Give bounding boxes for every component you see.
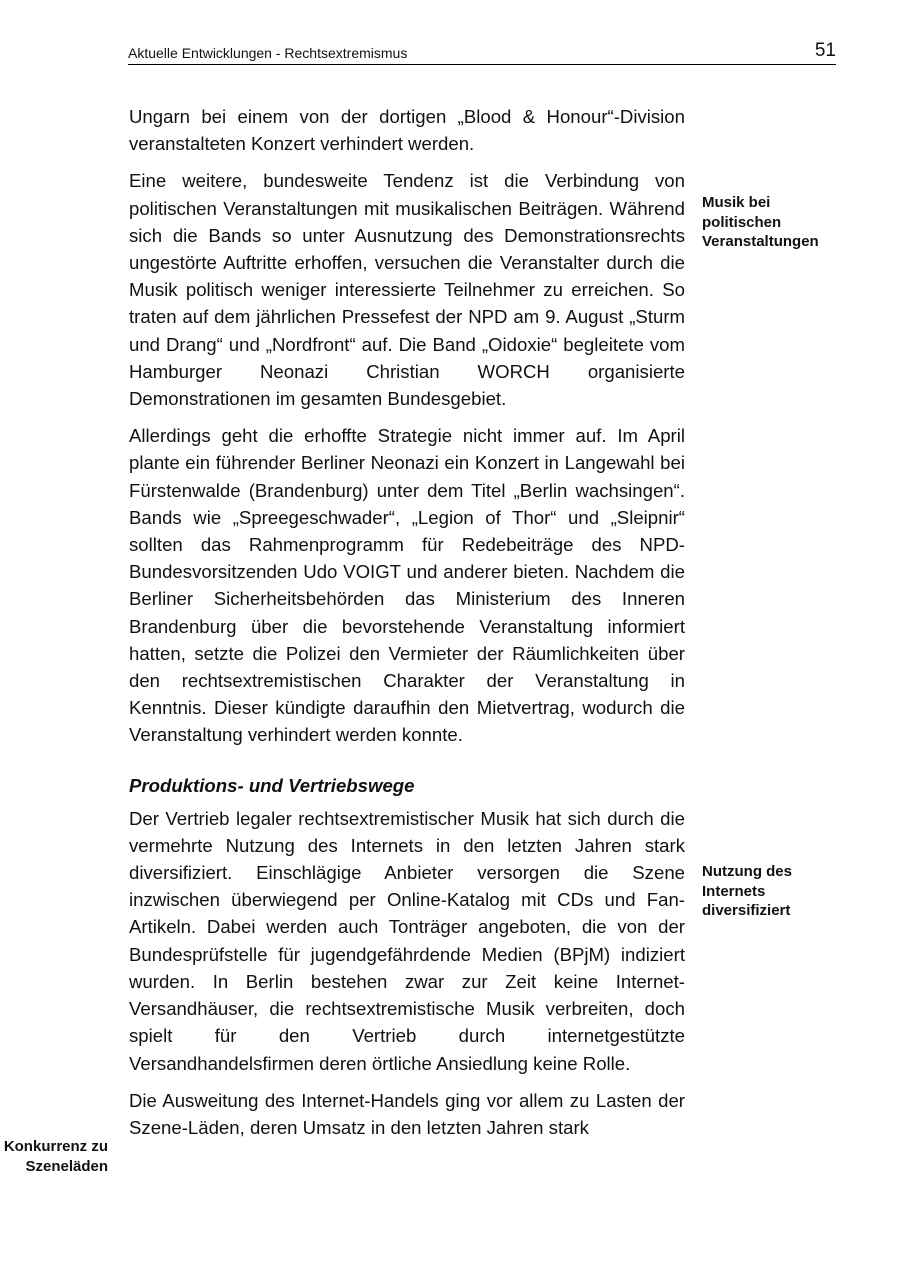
section-heading: Produktions- und Vertriebswege [129, 774, 415, 796]
paragraph-4: Der Vertrieb legaler rechtsextremistischer Musik hat sich durch die vermehrte Nutzung des Internets in den letzten Jahren stark diversifiziert. Einschlägige Anbieter versorgen die Szene inzwischen überwiegend per Online-Katalog mit CDs und Fan-Artikeln. Dabei werden auch Tonträger angeboten, die von der Bundesprüfstelle für jugendgefährdende Medien (BPjM) indiziert wurden. In Berlin bestehen zwar zur Zeit keine Internet-Versandhäuser, die rechtsextremistische Musik verbreiten, doch spielt für den Vertrieb durch internetgestützte Versandhandelsfirmen deren örtliche Ansiedlung keine Rolle. [129, 807, 685, 1074]
margin-note-konkurrenz [4, 1137, 108, 1176]
paragraph-3: Allerdings geht die erhoffte Strategie nicht immer auf. Im April plante ein führender Berliner Neonazi ein Konzert in Langewahl bei Fürstenwalde (Brandenburg) unter dem Titel „Berlin wachsingen“. Bands wie „Spreegeschwader“, „Legion of Thor“ und „Sleipnir“ sollten das Rahmenprogramm für Redebeiträge des NPD-Bundesvorsitzenden Udo VOIGT und anderer bieten. Nachdem die Berliner Sicherheitsbehörden das Ministerium des Inneren Brandenburg über die bevorstehende Veranstaltung informiert hatten, setzte die Polizei den Vermieter der Räumlichkeiten über den rechtsextremistischen Charakter der Veranstaltung in Kenntnis. Dieser kündigte daraufhin den Mietvertrag, wodurch die Veranstaltung verhindert werden konnte. [129, 425, 685, 746]
margin-note-line: Konkurrenz zu [3, 1138, 108, 1155]
margin-note-musik [702, 193, 819, 252]
header-title: Aktuelle Entwicklungen - Rechtsextremismus [128, 45, 408, 61]
page-header [128, 40, 836, 65]
margin-note-line: diversifiziert [702, 902, 791, 919]
main-text [129, 103, 685, 1151]
paragraph-5: Die Ausweitung des Internet-Handels ging vor allem zu Lasten der Szene-Läden, deren Umsatz in den letzten Jahren stark [129, 1089, 685, 1138]
margin-note-line: Szeneläden [25, 1157, 108, 1175]
page-number: 51 [814, 40, 836, 61]
paragraph-2: Eine weitere, bundesweite Tendenz ist die Verbindung von politischen Veranstaltungen mit musikalischen Beiträgen. Während sich die Bands so unter Ausnutzung des Demonstrationsrechts ungestörte Auftritte erhoffen, versuchen die Veranstalter durch die Musik politisch weniger interessierte Teilnehmer zu erreichen. So traten auf dem jährlichen Pressefest der NPD am 9. August „Sturm und Drang“ und „Nordfront“ auf. Die Band „Oidoxie“ begleitete vom Hamburger Neonazi Christian WORCH organisierte Demonstrationen im gesamten Bundesgebiet. [129, 170, 685, 410]
margin-note-line: Nutzung des [702, 863, 792, 880]
margin-note-line: Musik bei [702, 194, 771, 211]
margin-note-line: Internets [702, 882, 766, 900]
margin-note-line: Veranstaltungen [702, 233, 819, 250]
margin-note-internet [702, 862, 792, 921]
margin-note-line: politischen [702, 213, 782, 231]
paragraph-1: Ungarn bei einem von der dortigen „Blood & Honour“-Division veranstalteten Konzert verhindert werden. [129, 106, 685, 155]
